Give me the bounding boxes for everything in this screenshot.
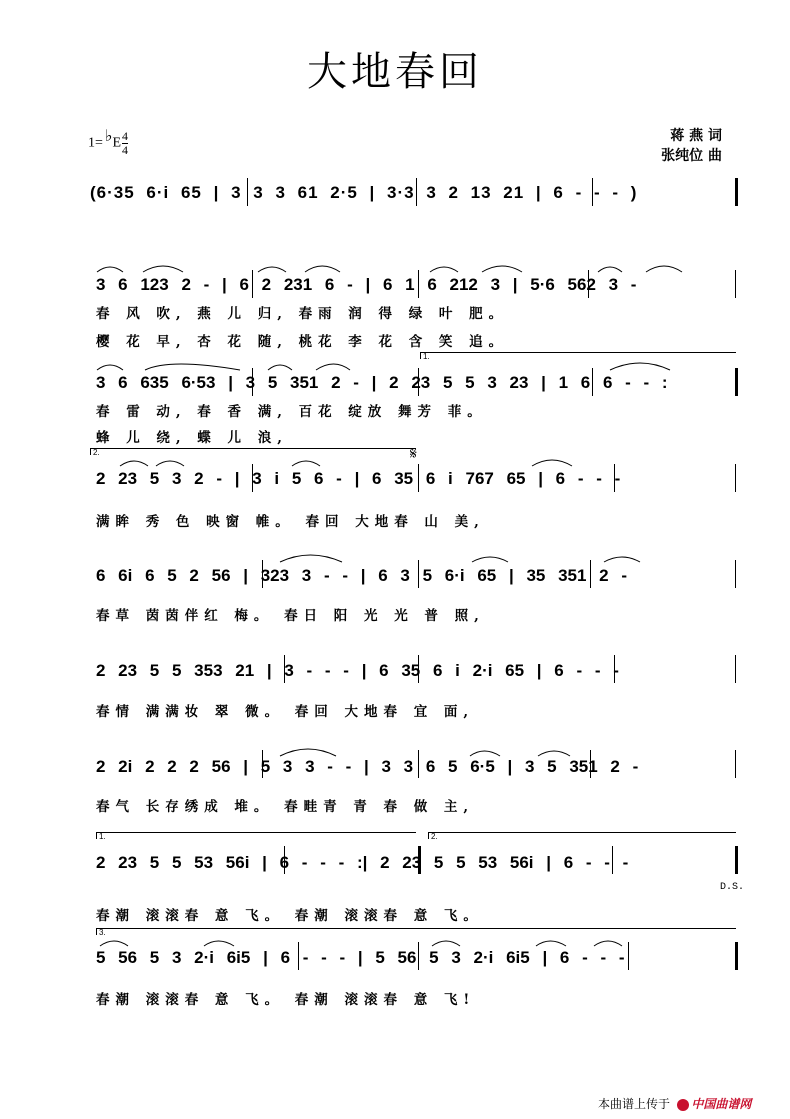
site-logo[interactable]: [677, 1095, 751, 1112]
slur: [532, 460, 572, 466]
slur: [646, 266, 682, 272]
footer-text: 本曲谱上传于: [598, 1097, 671, 1111]
slur: [610, 363, 670, 370]
slur: [470, 751, 500, 756]
slur: [538, 751, 570, 756]
slur: [292, 461, 320, 466]
lyrics-row-5: 春草 茵茵伴红 梅。 春日 阳 光 光 普 照,: [96, 608, 485, 624]
slur: [280, 555, 342, 562]
volta-label-2b: 2.: [431, 832, 438, 841]
notes-row-9: 5 56 5 3 2·i 6i5 | 6 - - - | 5 56 5 3 2·i 6i5 | 6 - - -: [96, 948, 625, 967]
slur: [97, 365, 123, 370]
lyrics-row-3b: 蜂 儿 绕, 蝶 儿 浪,: [96, 430, 288, 446]
slur: [536, 941, 566, 946]
notes-row-7: 2 2i 2 2 2 56 | 5 3 3 - - | 3 3 6 5 6·5 | 3 5 351 2 -: [96, 757, 639, 776]
notes-row-4: 2 23 5 3 2 - | 3 i 5 6 - | 6 35 6 i 767 65 | 6 - - -: [96, 469, 621, 488]
ds-marking: D.S.: [720, 882, 745, 893]
lyrics-row-4: 满眸 秀 色 映窗 帷。 春回 大地春 山 美,: [96, 514, 485, 530]
slur: [594, 941, 622, 946]
notes-row-5: 6 6i 6 5 2 56 | 323 3 - - | 6 3 5 6·i 65 | 35 351 2 -: [96, 566, 628, 585]
segno-icon: 𝄋: [410, 444, 417, 463]
slur: [143, 266, 183, 272]
slur: [280, 749, 336, 756]
notes-row-3: 3 6 635 6·53 | 3 5 351 2 - | 2 23 5 5 3 23 | 1 6 6 - - :: [96, 373, 668, 392]
key-letter: E: [112, 135, 122, 151]
lyricist: 蒋 燕 词: [670, 128, 722, 144]
volta-label-2: 2.: [93, 448, 100, 457]
time-top: 4: [122, 129, 129, 143]
notes-row-1: (6·35 6·i 65 | 3 3 3 61 2·5 | 3·3 3 2 13 21 | 6 - - - ): [90, 183, 638, 202]
volta-label-1: 1.: [423, 352, 430, 361]
slur: [305, 266, 340, 272]
slur: [100, 941, 128, 946]
slur: [430, 267, 458, 272]
lyrics-row-2a: 春 风 吹, 燕 儿 归, 春雨 润 得 绿 叶 肥。: [96, 306, 509, 322]
slur: [145, 364, 240, 370]
notes-row-8: 2 23 5 5 53 56i | 6 - - - :| 2 23 5 5 53 56i | 6 - - -: [96, 853, 629, 872]
notes-row-6: 2 23 5 5 353 21 | 3 - - - | 6 35 6 i 2·i 65 | 6 - - -: [96, 661, 619, 680]
flat-icon: ♭: [104, 127, 113, 145]
footer: [598, 1095, 751, 1112]
time-bottom: 4: [122, 143, 129, 157]
key-label: 1=: [88, 135, 103, 151]
slur: [432, 941, 460, 946]
slur: [316, 364, 350, 370]
lyrics-row-8: 春潮 滚滚春 意 飞。 春潮 滚滚春 意 飞。: [96, 908, 483, 924]
slur: [97, 267, 123, 272]
lyrics-row-7: 春气 长存绣成 堆。 春畦青 青 春 做 主,: [96, 799, 475, 815]
site-name: 中国曲谱网: [691, 1097, 752, 1111]
slur: [268, 365, 292, 370]
lyrics-row-9: 春潮 滚滚春 意 飞。 春潮 滚滚春 意 飞!: [96, 992, 476, 1008]
logo-icon: [677, 1099, 689, 1111]
slur: [604, 557, 640, 562]
composer: 张纯位 曲: [661, 148, 722, 164]
notes-row-2: 3 6 123 2 - | 6 2 231 6 - | 6 1 6 212 3 | 5·6 562 3 -: [96, 275, 637, 294]
song-title: 大地春回: [307, 49, 483, 95]
lyrics-row-6: 春情 满满妆 翠 微。 春回 大地春 宜 面,: [96, 704, 475, 720]
volta-label-1b: 1.: [99, 832, 106, 841]
slur: [258, 267, 286, 272]
slur: [472, 557, 508, 562]
slur: [204, 941, 234, 946]
slur: [598, 267, 622, 272]
slur: [120, 461, 148, 466]
lyrics-row-3a: 春 雷 动, 春 香 满, 百花 绽放 舞芳 菲。: [96, 404, 487, 420]
slur: [482, 266, 522, 272]
slur: [156, 461, 184, 466]
lyrics-row-2b: 樱 花 早, 杏 花 随, 桃花 李 花 含 笑 追。: [96, 334, 509, 350]
volta-label-3: 3.: [99, 928, 106, 937]
